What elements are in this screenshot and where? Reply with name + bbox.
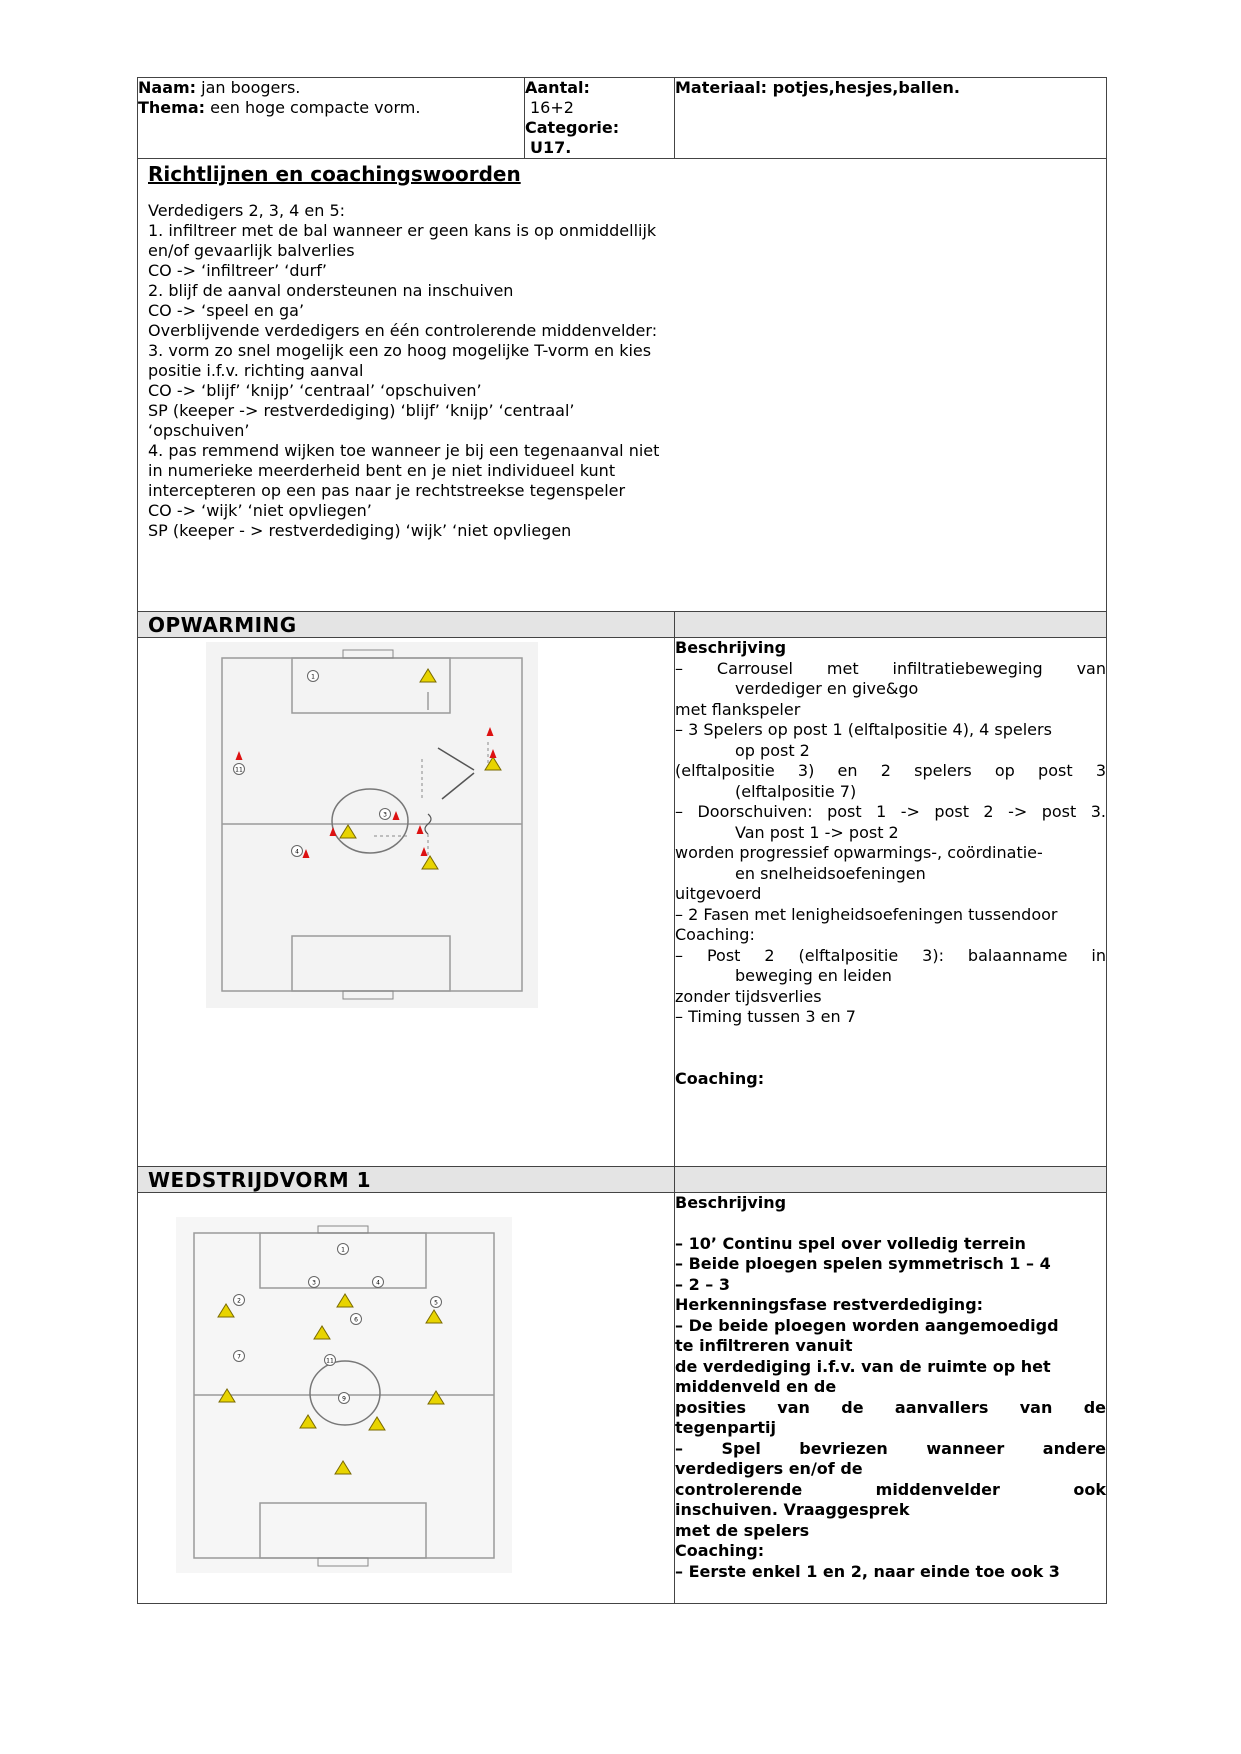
categorie-value: U17. <box>530 138 572 157</box>
opwarming-desc-line: met flankspeler <box>675 699 801 719</box>
richtlijnen-line: CO -> ‘blijf’ ‘knijp’ ‘centraal’ ‘opschuiven’ <box>148 381 482 400</box>
header-aantal-cell <box>525 78 675 159</box>
materiaal-text: Materiaal: potjes,hesjes,ballen. <box>675 78 960 97</box>
wedstrijdvorm-pitch-diagram <box>138 1193 673 1603</box>
player-number: 1 <box>341 1246 345 1254</box>
player-circle-marker <box>380 809 391 820</box>
wedstrijdvorm-desc-line: Herkenningsfase restverdediging: <box>675 1295 984 1314</box>
player-number: 4 <box>295 848 299 856</box>
richtlijnen-line: Overblijvende verdedigers en één controlerende middenvelder: <box>148 321 658 340</box>
opwarming-desc-line: – Post 2 (elftalpositie 3): balaanname in <box>675 945 1106 965</box>
wedstrijdvorm-desc-line: tegenpartij <box>675 1418 776 1437</box>
richtlijnen-line: SP (keeper -> restverdediging) ‘blijf’ ‘knijp’ ‘centraal’ <box>148 401 575 420</box>
player-number: 11 <box>235 766 243 774</box>
player-circle-marker <box>292 846 303 857</box>
wedstrijdvorm-desc-line: posities van de aanvallers van de <box>675 1397 1106 1417</box>
richtlijnen-line: in numerieke meerderheid bent en je niet individueel kunt <box>148 461 616 480</box>
opwarming-coaching-label: Coaching: <box>675 1068 765 1088</box>
wedstrijdvorm-desc-line: controlerende middenvelder ook <box>675 1479 1106 1499</box>
player-number: 6 <box>354 1316 358 1324</box>
player-number: 2 <box>237 1297 241 1305</box>
wedstrijdvorm-bar-empty <box>675 1167 1107 1193</box>
wedstrijdvorm-desc-line: met de spelers <box>675 1520 810 1540</box>
richtlijnen-line: 4. pas remmend wijken toe wanneer je bij een tegenaanval niet <box>148 441 660 460</box>
opwarming-desc-line: Coaching: <box>675 925 755 944</box>
opwarming-row <box>138 638 1107 1167</box>
opwarming-pitch-diagram <box>138 638 673 1166</box>
naam-value: jan boogers. <box>196 78 301 97</box>
header-row <box>138 78 1107 159</box>
wedstrijdvorm-row <box>138 1193 1107 1604</box>
richtlijnen-line: en/of gevaarlijk balverlies <box>148 241 355 260</box>
richtlijnen-line: SP (keeper - > restverdediging) ‘wijk’ ‘niet opvliegen <box>148 521 572 540</box>
player-circle-marker <box>373 1277 384 1288</box>
opwarming-desc-line: verdediger en give&go <box>735 679 919 698</box>
opwarming-desc-line: en snelheidsoefeningen <box>735 863 926 883</box>
opwarming-title: OPWARMING <box>148 613 297 637</box>
wedstrijdvorm-diagram-cell <box>138 1193 675 1604</box>
opwarming-title-cell <box>138 612 675 638</box>
thema-value: een hoge compacte vorm. <box>205 98 421 117</box>
richtlijnen-line: ‘opschuiven’ <box>148 421 250 440</box>
wedstrijdvorm-desc-lines <box>675 1234 1106 1583</box>
opwarming-desc-line: – 3 Spelers op post 1 (elftalpositie 4), 4 spelers <box>675 720 1052 739</box>
player-number: 9 <box>342 1395 346 1403</box>
opwarming-desc-lines <box>675 659 1106 1028</box>
richtlijnen-line: Verdedigers 2, 3, 4 en 5: <box>148 201 346 220</box>
richtlijnen-row <box>138 159 1107 612</box>
opwarming-desc-line: Van post 1 -> post 2 <box>735 822 899 842</box>
player-circle-marker <box>234 764 245 775</box>
player-number: 4 <box>376 1279 380 1287</box>
richtlijnen-cell <box>138 159 1107 612</box>
player-circle-marker <box>234 1351 245 1362</box>
wedstrijdvorm-desc-line: de verdediging i.f.v. van de ruimte op het <box>675 1356 1051 1376</box>
richtlijnen-line: 2. blijf de aanval ondersteunen na inschuiven <box>148 281 514 300</box>
opwarming-desc-line: zonder tijdsverlies <box>675 986 822 1006</box>
player-number: 5 <box>434 1299 438 1307</box>
wedstrijdvorm-bar <box>138 1167 1107 1193</box>
player-number: 1 <box>311 673 315 681</box>
aantal-label: Aantal: <box>525 78 590 97</box>
wedstrijdvorm-desc-line: Coaching: <box>675 1541 765 1560</box>
wedstrijdvorm-desc-line: – 2 – 3 <box>675 1274 730 1294</box>
categorie-label: Categorie: <box>525 118 620 137</box>
richtlijnen-body <box>138 187 718 541</box>
wedstrijdvorm-desc-line: – Eerste enkel 1 en 2, naar einde toe ook 3 <box>675 1561 1060 1581</box>
header-naam-cell <box>138 78 525 159</box>
wedstrijdvorm-desc-line: – De beide ploegen worden aangemoedigd <box>675 1315 1059 1335</box>
player-number: 3 <box>312 1279 316 1287</box>
wedstrijdvorm-desc-line: middenveld en de <box>675 1377 837 1396</box>
player-circle-marker <box>431 1297 442 1308</box>
player-circle-marker <box>308 671 319 682</box>
richtlijnen-line: intercepteren op een pas naar je rechtstreekse tegenspeler <box>148 481 626 500</box>
player-circle-marker <box>325 1355 336 1366</box>
richtlijnen-line: CO -> ‘wijk’ ‘niet opvliegen’ <box>148 501 372 520</box>
richtlijnen-line: CO -> ‘infiltreer’ ‘durf’ <box>148 261 327 280</box>
opwarming-desc-line: op post 2 <box>735 740 810 760</box>
opwarming-desc-line: (elftalpositie 3) en 2 spelers op post 3 <box>675 761 1106 780</box>
wedstrijdvorm-title-cell <box>138 1167 675 1193</box>
training-table <box>137 77 1107 1604</box>
opwarming-desc-line: – Doorschuiven: post 1 -> post 2 -> post 3. <box>675 802 1106 821</box>
richtlijnen-line: CO -> ‘speel en ga’ <box>148 301 305 320</box>
opwarming-desc-cell <box>675 638 1107 1167</box>
naam-label: Naam: <box>138 78 197 97</box>
player-number: 7 <box>237 1353 241 1361</box>
opwarming-desc-title: Beschrijving <box>675 638 787 657</box>
opwarming-desc-line: – Timing tussen 3 en 7 <box>675 1007 856 1026</box>
player-circle-marker <box>309 1277 320 1288</box>
thema-label: Thema: <box>138 98 206 117</box>
player-number: 11 <box>326 1357 334 1365</box>
wedstrijdvorm-title: WEDSTRIJDVORM 1 <box>148 1168 372 1192</box>
opwarming-desc-line: – 2 Fasen met lenigheidsoefeningen tussendoor <box>675 904 1058 924</box>
player-circle-marker <box>234 1295 245 1306</box>
aantal-value: 16+2 <box>530 98 574 117</box>
player-circle-marker <box>351 1314 362 1325</box>
richtlijnen-line: 1. infiltreer met de bal wanneer er geen kans is op onmiddellijk <box>148 221 657 240</box>
opwarming-diagram-cell <box>138 638 675 1167</box>
richtlijnen-line: positie i.f.v. richting aanval <box>148 361 364 380</box>
player-number: 3 <box>383 811 387 819</box>
opwarming-bar <box>138 612 1107 638</box>
header-materiaal-cell <box>675 78 1107 159</box>
richtlijnen-line: 3. vorm zo snel mogelijk een zo hoog mogelijke T-vorm en kies <box>148 341 652 360</box>
diagram-background <box>206 642 538 1008</box>
player-circle-marker <box>339 1393 350 1404</box>
training-sheet <box>137 77 1106 1604</box>
opwarming-desc-line: beweging en leiden <box>735 966 892 985</box>
wedstrijdvorm-desc-cell <box>675 1193 1107 1604</box>
wedstrijdvorm-desc-line: inschuiven. Vraaggesprek <box>675 1500 910 1519</box>
wedstrijdvorm-desc-title: Beschrijving <box>675 1193 787 1212</box>
player-circle-marker <box>338 1244 349 1255</box>
opwarming-desc-line: (elftalpositie 7) <box>735 781 857 801</box>
wedstrijdvorm-desc-line: – 10’ Continu spel over volledig terrein <box>675 1233 1026 1253</box>
wedstrijdvorm-desc-line: – Beide ploegen spelen symmetrisch 1 – 4 <box>675 1254 1051 1273</box>
opwarming-bar-empty <box>675 612 1107 638</box>
wedstrijdvorm-desc-line: te infiltreren vanuit <box>675 1336 853 1355</box>
richtlijnen-title: Richtlijnen en coachingswoorden <box>148 162 521 186</box>
opwarming-desc-line: – Carrousel met infiltratiebeweging van <box>675 658 1106 678</box>
wedstrijdvorm-desc-line: – Spel bevriezen wanneer andere <box>675 1438 1106 1458</box>
wedstrijdvorm-desc-line: verdedigers en/of de <box>675 1459 863 1478</box>
opwarming-desc-line: worden progressief opwarmings-, coördinatie- <box>675 843 1043 862</box>
opwarming-desc-line: uitgevoerd <box>675 884 762 903</box>
